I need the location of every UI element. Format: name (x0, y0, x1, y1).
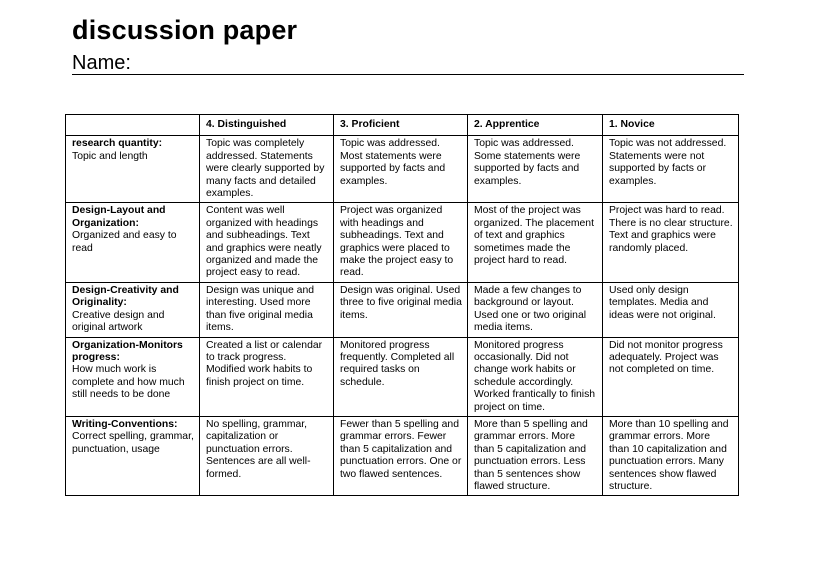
rubric-header-row (66, 115, 739, 136)
header-distinguished: 4. Distinguished (200, 115, 334, 136)
criterion-cell (66, 136, 200, 203)
header-novice: 1. Novice (603, 115, 739, 136)
score-cell: Most of the project was organized. The placement of text and graphics sometimes made the project hard to read. (468, 203, 603, 282)
criterion-title: Writing-Conventions: (72, 418, 178, 430)
header-criteria (66, 115, 200, 136)
score-cell: Project was hard to read. There is no clear structure. Text and graphics were randomly placed. (603, 203, 739, 282)
table-row (66, 203, 739, 282)
header-apprentice: 2. Apprentice (468, 115, 603, 136)
criterion-description: Topic and length (72, 150, 148, 162)
page-title: discussion paper (72, 15, 298, 45)
score-cell: Created a list or calendar to track progress. Modified work habits to finish project on time. (200, 337, 334, 416)
score-cell: Design was original. Used three to five original media items. (334, 282, 468, 337)
criterion-cell (66, 203, 200, 282)
score-cell: Topic was not addressed. Statements were not supported by facts or examples. (603, 136, 739, 203)
score-cell: Topic was completely addressed. Statements were clearly supported by many facts and detailed examples. (200, 136, 334, 203)
criterion-title: research quantity: (72, 138, 163, 150)
score-cell: Project was organized with headings and subheadings. Text and graphics were placed to make the project easy to read. (334, 203, 468, 282)
score-cell: Topic was addressed. Some statements were supported by facts and examples. (468, 136, 603, 203)
score-cell: Made a few changes to background or layout. Used one or two original media items. (468, 282, 603, 337)
score-cell: Monitored progress frequently. Completed all required tasks on schedule. (334, 337, 468, 416)
score-cell: No spelling, grammar, capitalization or punctuation errors. Sentences are all well-formed. (200, 416, 334, 495)
score-cell: Did not monitor progress adequately. Project was not completed on time. (603, 337, 739, 416)
criterion-title: Design-Creativity and Originality: (72, 284, 179, 309)
criterion-title: Design-Layout and Organization: (72, 205, 166, 229)
score-cell: Topic was addressed. Most statements were supported by facts and examples. (334, 136, 468, 203)
score-cell: More than 5 spelling and grammar errors. More than 5 capitalization and punctuation errors. Less than 5 sentences show flawed structure. (468, 416, 603, 495)
criterion-cell (66, 337, 200, 416)
name-field-line (72, 52, 744, 75)
table-row (66, 337, 739, 416)
table-row (66, 136, 739, 203)
score-cell: Monitored progress occasionally. Did not change work habits or schedule accordingly. Worked frantically to finish project on time. (468, 337, 603, 416)
criterion-description: Correct spelling, grammar, punctuation, usage (72, 431, 194, 455)
criterion-description: How much work is complete and how much still needs to be done (72, 364, 185, 401)
criterion-description: Organized and easy to read (72, 230, 177, 254)
score-cell: Fewer than 5 spelling and grammar errors. Fewer than 5 capitalization and punctuation errors. One or two flawed sentences. (334, 416, 468, 495)
score-cell: Content was well organized with headings and subheadings. Text and graphics were neatly organized and made the project easy to read. (200, 203, 334, 282)
criterion-cell (66, 416, 200, 495)
criterion-title: Organization-Monitors progress: (72, 339, 183, 363)
table-row (66, 416, 739, 495)
name-label: Name: (72, 52, 131, 74)
criterion-description: Creative design and original artwork (72, 309, 165, 334)
score-cell: More than 10 spelling and grammar errors. More than 10 capitalization and punctuation errors. Many sentences show flawed structure. (603, 416, 739, 495)
table-row (66, 282, 739, 337)
score-cell: Used only design templates. Media and ideas were not original. (603, 282, 739, 337)
rubric-table (65, 114, 739, 496)
score-cell: Design was unique and interesting. Used more than five original media items. (200, 282, 334, 337)
header-proficient: 3. Proficient (334, 115, 468, 136)
criterion-cell (66, 282, 200, 337)
